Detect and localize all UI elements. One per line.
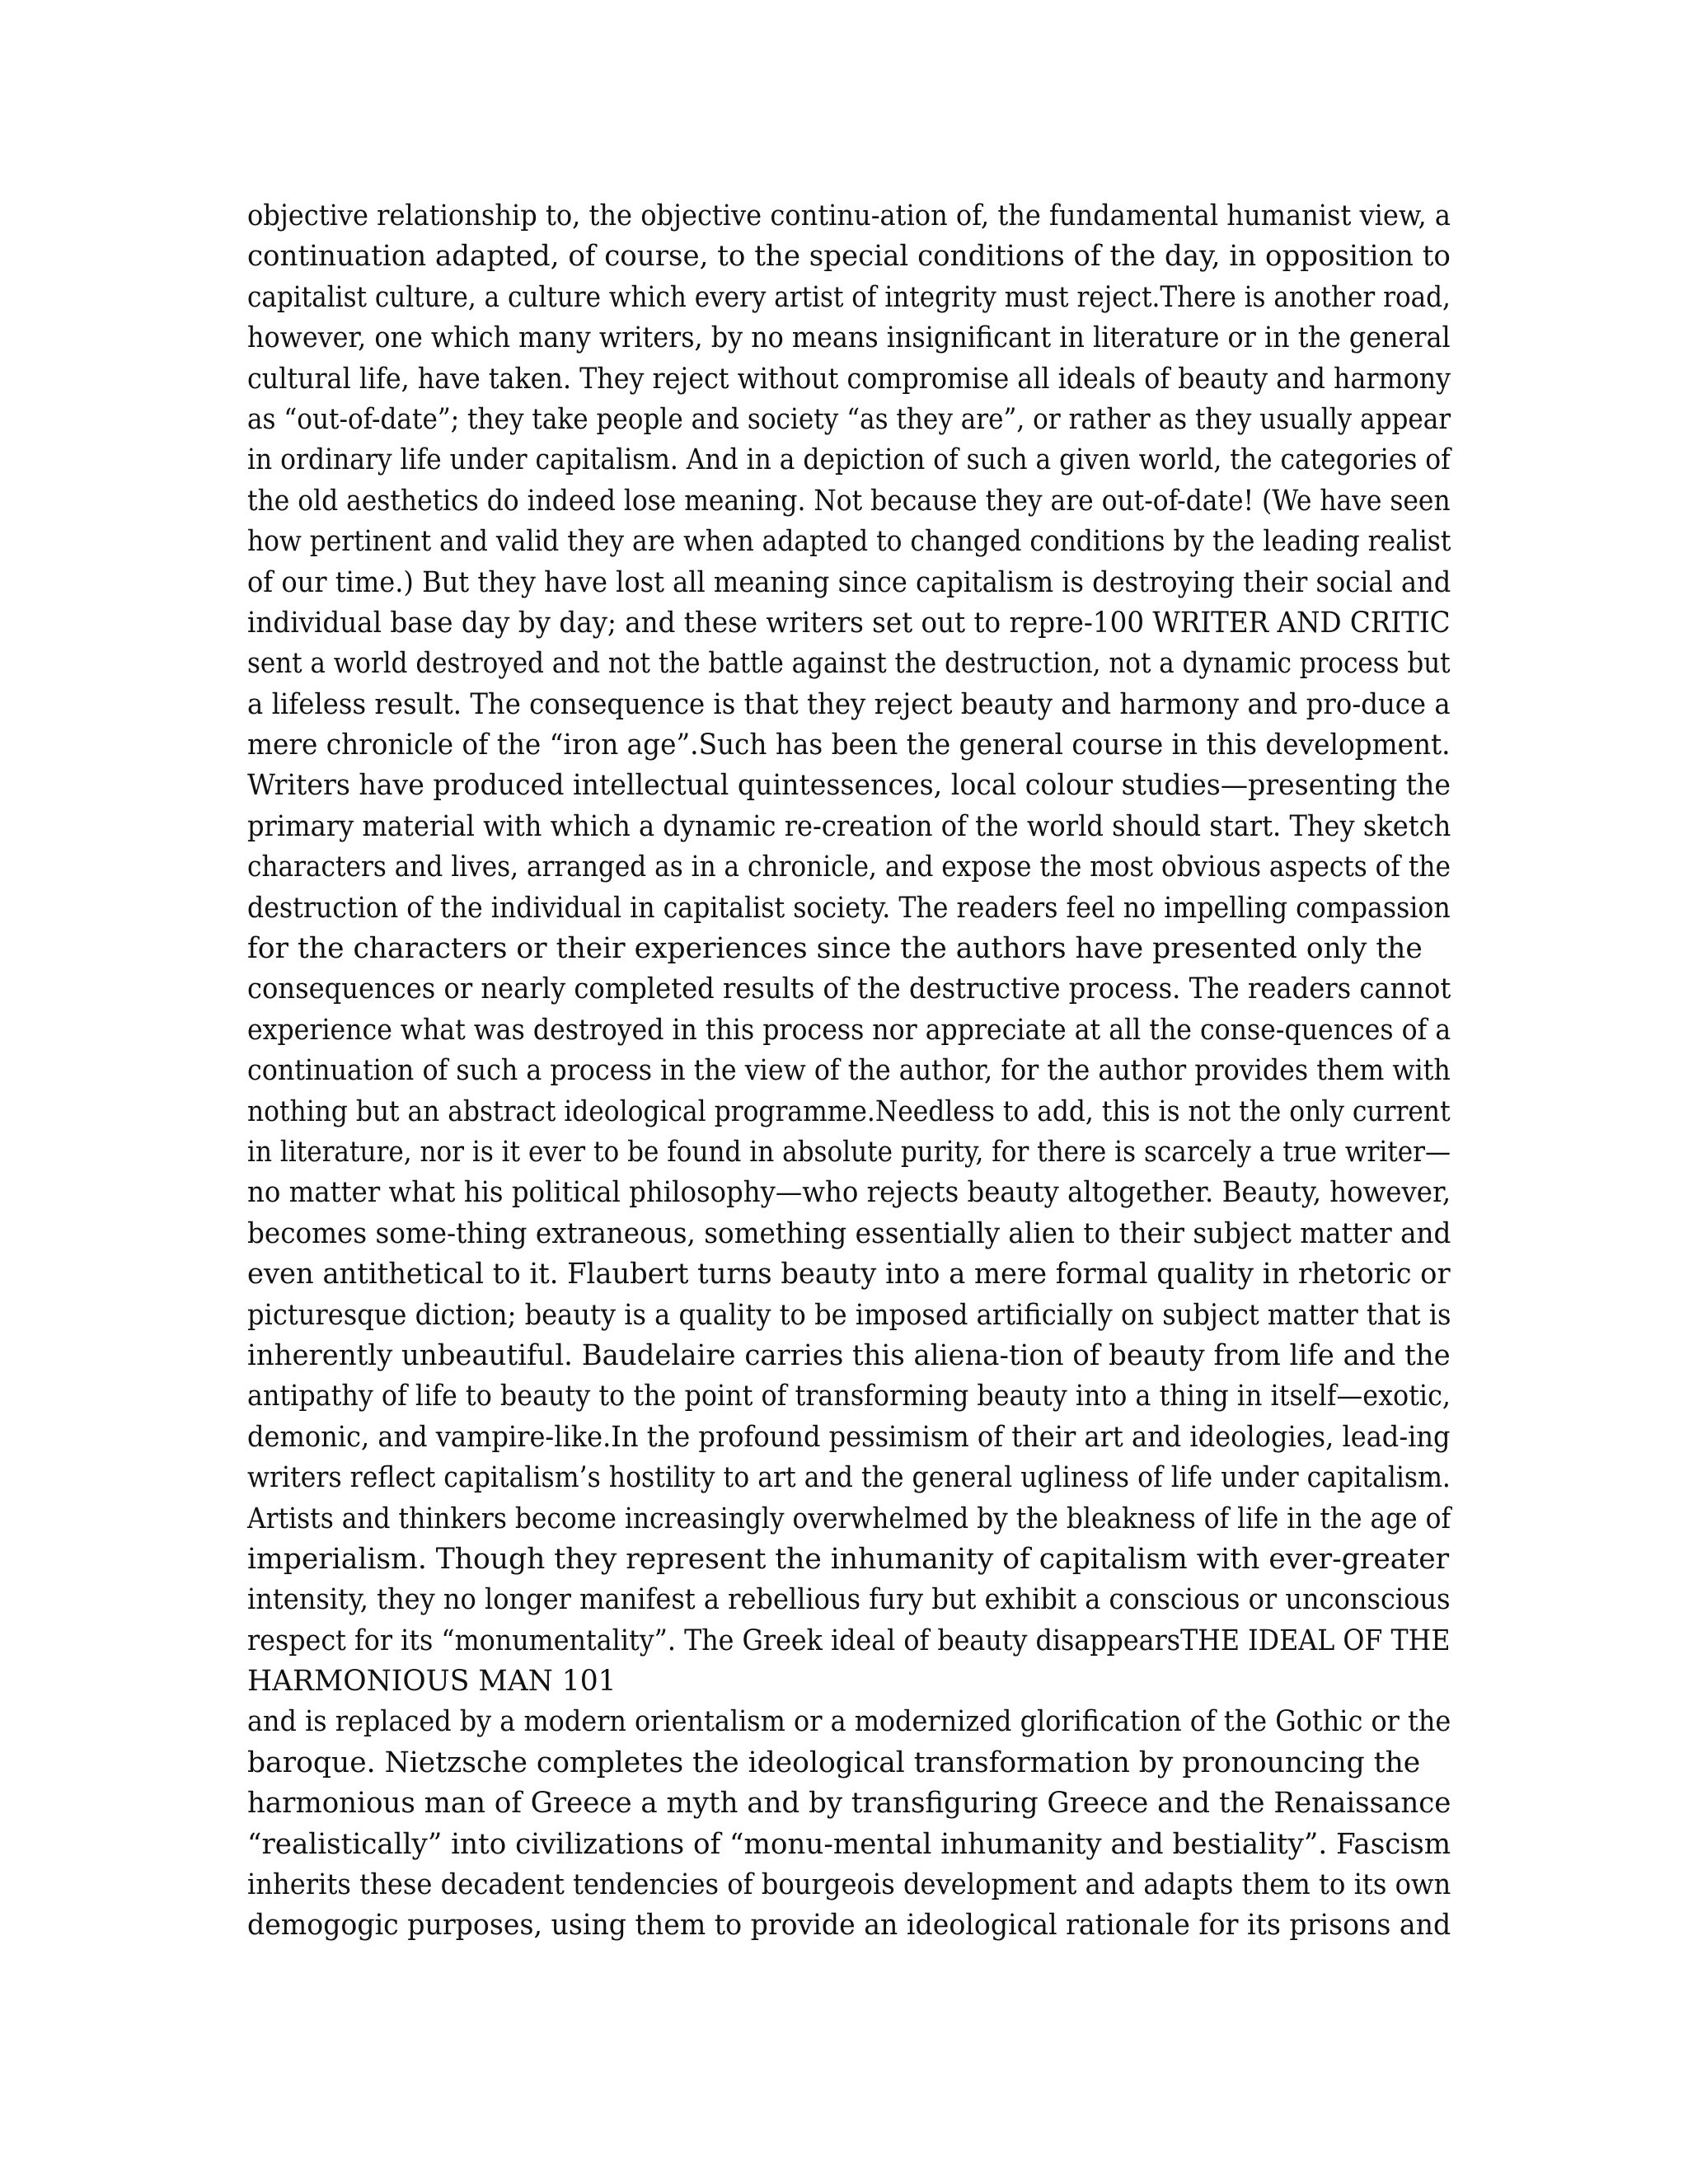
- text-line: and is replaced by a modern orientalism or a modernized glorification of the Gothic or the: [247, 1705, 1451, 1739]
- text-line: even antithetical to it. Flaubert turns beauty into a mere formal quality in rhetoric or: [247, 1258, 1451, 1291]
- text-line: picturesque diction; beauty is a quality to be imposed artificially on subject matter that is: [247, 1298, 1451, 1332]
- text-line: no matter what his political philosophy—who rejects beauty altogether. Beauty, however,: [247, 1176, 1451, 1210]
- text-line: experience what was destroyed in this process nor appreciate at all the conse-quences of a: [247, 1013, 1451, 1047]
- text-line: inherits these decadent tendencies of bourgeois development and adapts them to its own: [247, 1868, 1451, 1902]
- text-line: demonic, and vampire-like.In the profound pessimism of their art and ideologies, lead-ing: [247, 1420, 1451, 1454]
- text-line: mere chronicle of the “iron age”.Such has been the general course in this development.: [247, 729, 1451, 762]
- text-line: harmonious man of Greece a myth and by transfiguring Greece and the Renaissance: [247, 1787, 1451, 1821]
- text-line: objective relationship to, the objective continu-ation of, the fundamental humanist view, a: [247, 199, 1451, 232]
- text-line: continuation adapted, of course, to the special conditions of the day, in opposition to: [247, 240, 1451, 274]
- text-line: antipathy of life to beauty to the point of transforming beauty into a thing in itself—exotic,: [247, 1380, 1451, 1413]
- text-line: primary material with which a dynamic re-creation of the world should start. They sketch: [247, 809, 1451, 843]
- text-line: nothing but an abstract ideological programme.Needless to add, this is not the only current: [247, 1094, 1451, 1128]
- text-line: a lifeless result. The consequence is that they reject beauty and harmony and pro-duce a: [247, 687, 1451, 721]
- text-line: characters and lives, arranged as in a chronicle, and expose the most obvious aspects of the: [247, 851, 1451, 884]
- text-line: individual base day by day; and these writers set out to repre-100 WRITER AND CRITIC: [247, 606, 1451, 640]
- text-line: destruction of the individual in capitalist society. The readers feel no impelling compassion: [247, 891, 1451, 925]
- text-line: demogogic purposes, using them to provide an ideological rationale for its prisons and: [247, 1909, 1451, 1943]
- text-line: intensity, they no longer manifest a rebellious fury but exhibit a conscious or unconscious: [247, 1583, 1451, 1617]
- text-line: cultural life, have taken. They reject without compromise all ideals of beauty and harmony: [247, 362, 1451, 396]
- text-line: writers reflect capitalism’s hostility to art and the general ugliness of life under capitalism.: [247, 1461, 1451, 1495]
- text-line: sent a world destroyed and not the battle against the destruction, not a dynamic process but: [247, 647, 1451, 681]
- text-line: the old aesthetics do indeed lose meaning. Not because they are out-of-date! (We have seen: [247, 484, 1451, 518]
- text-line: consequences or nearly completed results of the destructive process. The readers cannot: [247, 972, 1451, 1006]
- text-line: how pertinent and valid they are when adapted to changed conditions by the leading realist: [247, 525, 1451, 559]
- text-line: becomes some-thing extraneous, something essentially alien to their subject matter and: [247, 1216, 1451, 1250]
- text-line: Artists and thinkers become increasingly overwhelmed by the bleakness of life in the age of: [247, 1502, 1451, 1535]
- text-line: imperialism. Though they represent the inhumanity of capitalism with ever-greater: [247, 1542, 1450, 1576]
- text-line: continuation of such a process in the view of the author, for the author provides them with: [247, 1054, 1451, 1088]
- text-line: for the characters or their experiences since the authors have presented only the: [247, 932, 1423, 966]
- text-line: HARMONIOUS MAN 101: [247, 1665, 617, 1699]
- text-line: as “out-of-date”; they take people and society “as they are”, or rather as they usually appear: [247, 402, 1451, 436]
- text-line: capitalist culture, a culture which every artist of integrity must reject.There is another road,: [247, 280, 1451, 314]
- text-line: of our time.) But they have lost all meaning since capitalism is destroying their social and: [247, 565, 1451, 599]
- body-text: [247, 196, 1451, 1947]
- text-line: baroque. Nietzsche completes the ideological transformation by pronouncing the: [247, 1746, 1421, 1779]
- text-line: “realistically” into civilizations of “monu-mental inhumanity and bestiality”. Fascism: [247, 1827, 1451, 1861]
- text-line: in ordinary life under capitalism. And in a depiction of such a given world, the categories of: [247, 443, 1451, 477]
- text-line: Writers have produced intellectual quintessences, local colour studies—presenting the: [247, 769, 1451, 803]
- text-line: in literature, nor is it ever to be found in absolute purity, for there is scarcely a true writer—: [247, 1135, 1451, 1169]
- text-line: however, one which many writers, by no means insignificant in literature or in the general: [247, 321, 1451, 355]
- text-line: respect for its “monumentality”. The Greek ideal of beauty disappearsTHE IDEAL OF THE: [247, 1624, 1451, 1657]
- text-line: inherently unbeautiful. Baudelaire carries this aliena-tion of beauty from life and the: [247, 1338, 1451, 1372]
